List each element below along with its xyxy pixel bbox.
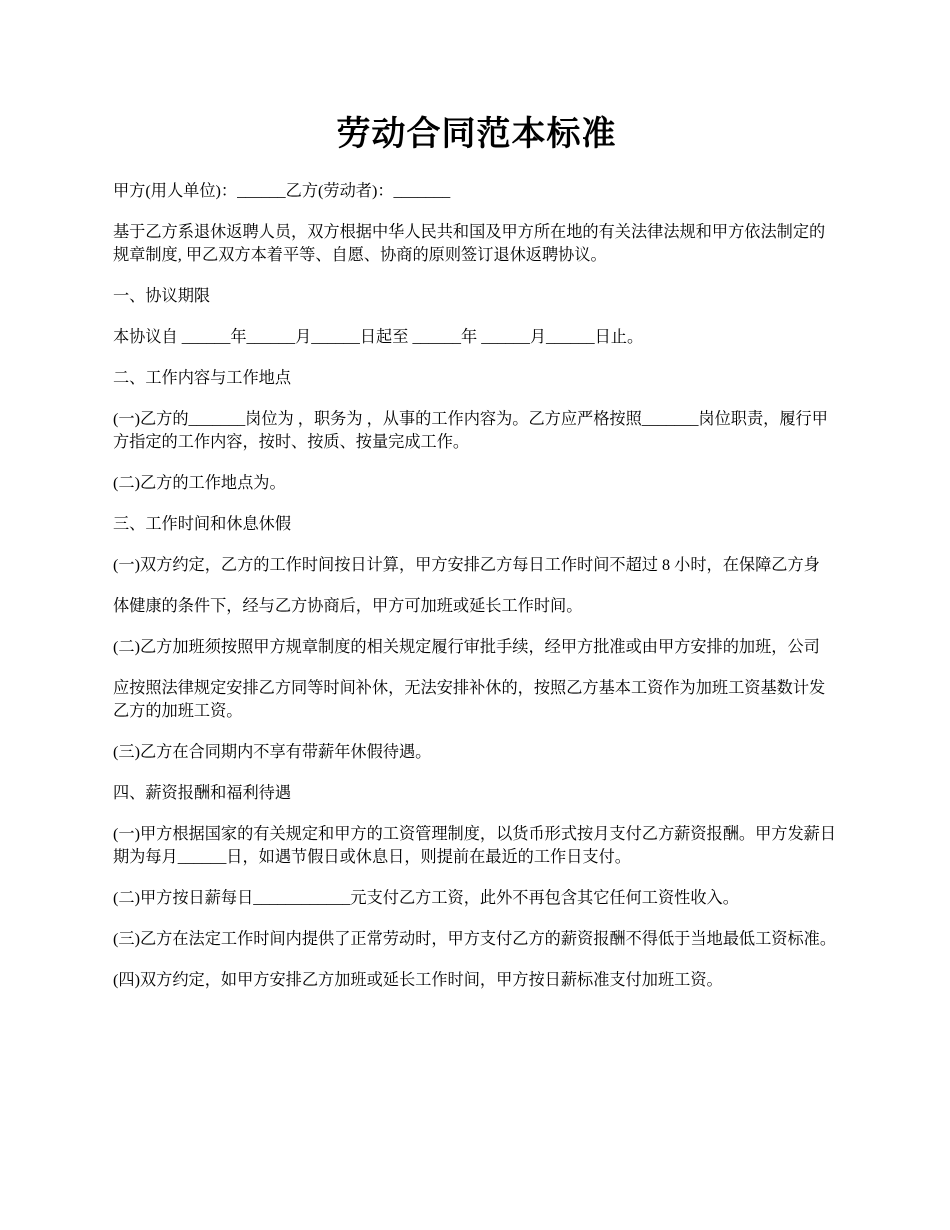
section-heading-hours: 三、工作时间和休息休假 <box>113 515 292 533</box>
hours-clause-2a: (二)乙方加班须按照甲方规章制度的相关规定履行审批手续，经甲方批准或由甲方安排的加班，公司 <box>113 638 820 656</box>
section-heading-pay: 四、薪资报酬和福利待遇 <box>113 784 292 802</box>
hours-clause-1b: 体健康的条件下，经与乙方协商后，甲方可加班或延长工作时间。 <box>113 597 583 615</box>
parties-line: 甲方(用人单位)：______乙方(劳动者)：_______ <box>113 182 451 200</box>
work-clause-1: (一)乙方的_______岗位为 ，职务为 ，从事的工作内容为。乙方应严格按照_______岗位职责，履行甲方指定的工作内容，按时、按质、按量完成工作。 <box>113 410 828 451</box>
pay-clause-4: (四)双方约定，如甲方安排乙方加班或延长工作时间，甲方按日薪标准支付加班工资。 <box>113 971 723 989</box>
hours-clause-2b: 应按照法律规定安排乙方同等时间补休，无法安排补休的，按照乙方基本工资作为加班工资基数计发乙方的加班工资。 <box>113 679 826 720</box>
term-clause: 本协议自 ______年______月______日起至 ______年 ______月______日止。 <box>113 328 644 346</box>
pay-clause-3: (三)乙方在法定工作时间内提供了正常劳动时，甲方支付乙方的薪资报酬不得低于当地最低工资标准。 <box>113 930 837 948</box>
hours-clause-1a: (一)双方约定，乙方的工作时间按日计算，甲方安排乙方每日工作时间不超过 8 小时，在保障乙方身 <box>113 556 820 574</box>
pay-clause-2: (二)甲方按日薪每日____________元支付乙方工资，此外不再包含其它任何工资性收入。 <box>113 889 739 907</box>
section-heading-work: 二、工作内容与工作地点 <box>113 369 292 387</box>
section-heading-term: 一、协议期限 <box>113 287 211 305</box>
document-title: 劳动合同范本标准 <box>336 116 617 153</box>
hours-clause-3: (三)乙方在合同期内不享有带薪年休假待遇。 <box>113 743 432 761</box>
preamble-paragraph: 基于乙方系退休返聘人员，双方根据中华人民共和国及甲方所在地的有关法律法规和甲方依法制定的规章制度, 甲乙双方本着平等、自愿、协商的原则签订退休返聘协议。 <box>113 223 826 264</box>
pay-clause-1: (一)甲方根据国家的有关规定和甲方的工资管理制度，以货币形式按月支付乙方薪资报酬。甲方发薪日期为每月______日，如遇节假日或休息日，则提前在最近的工作日支付。 <box>113 825 837 866</box>
work-clause-2: (二)乙方的工作地点为。 <box>113 474 286 492</box>
